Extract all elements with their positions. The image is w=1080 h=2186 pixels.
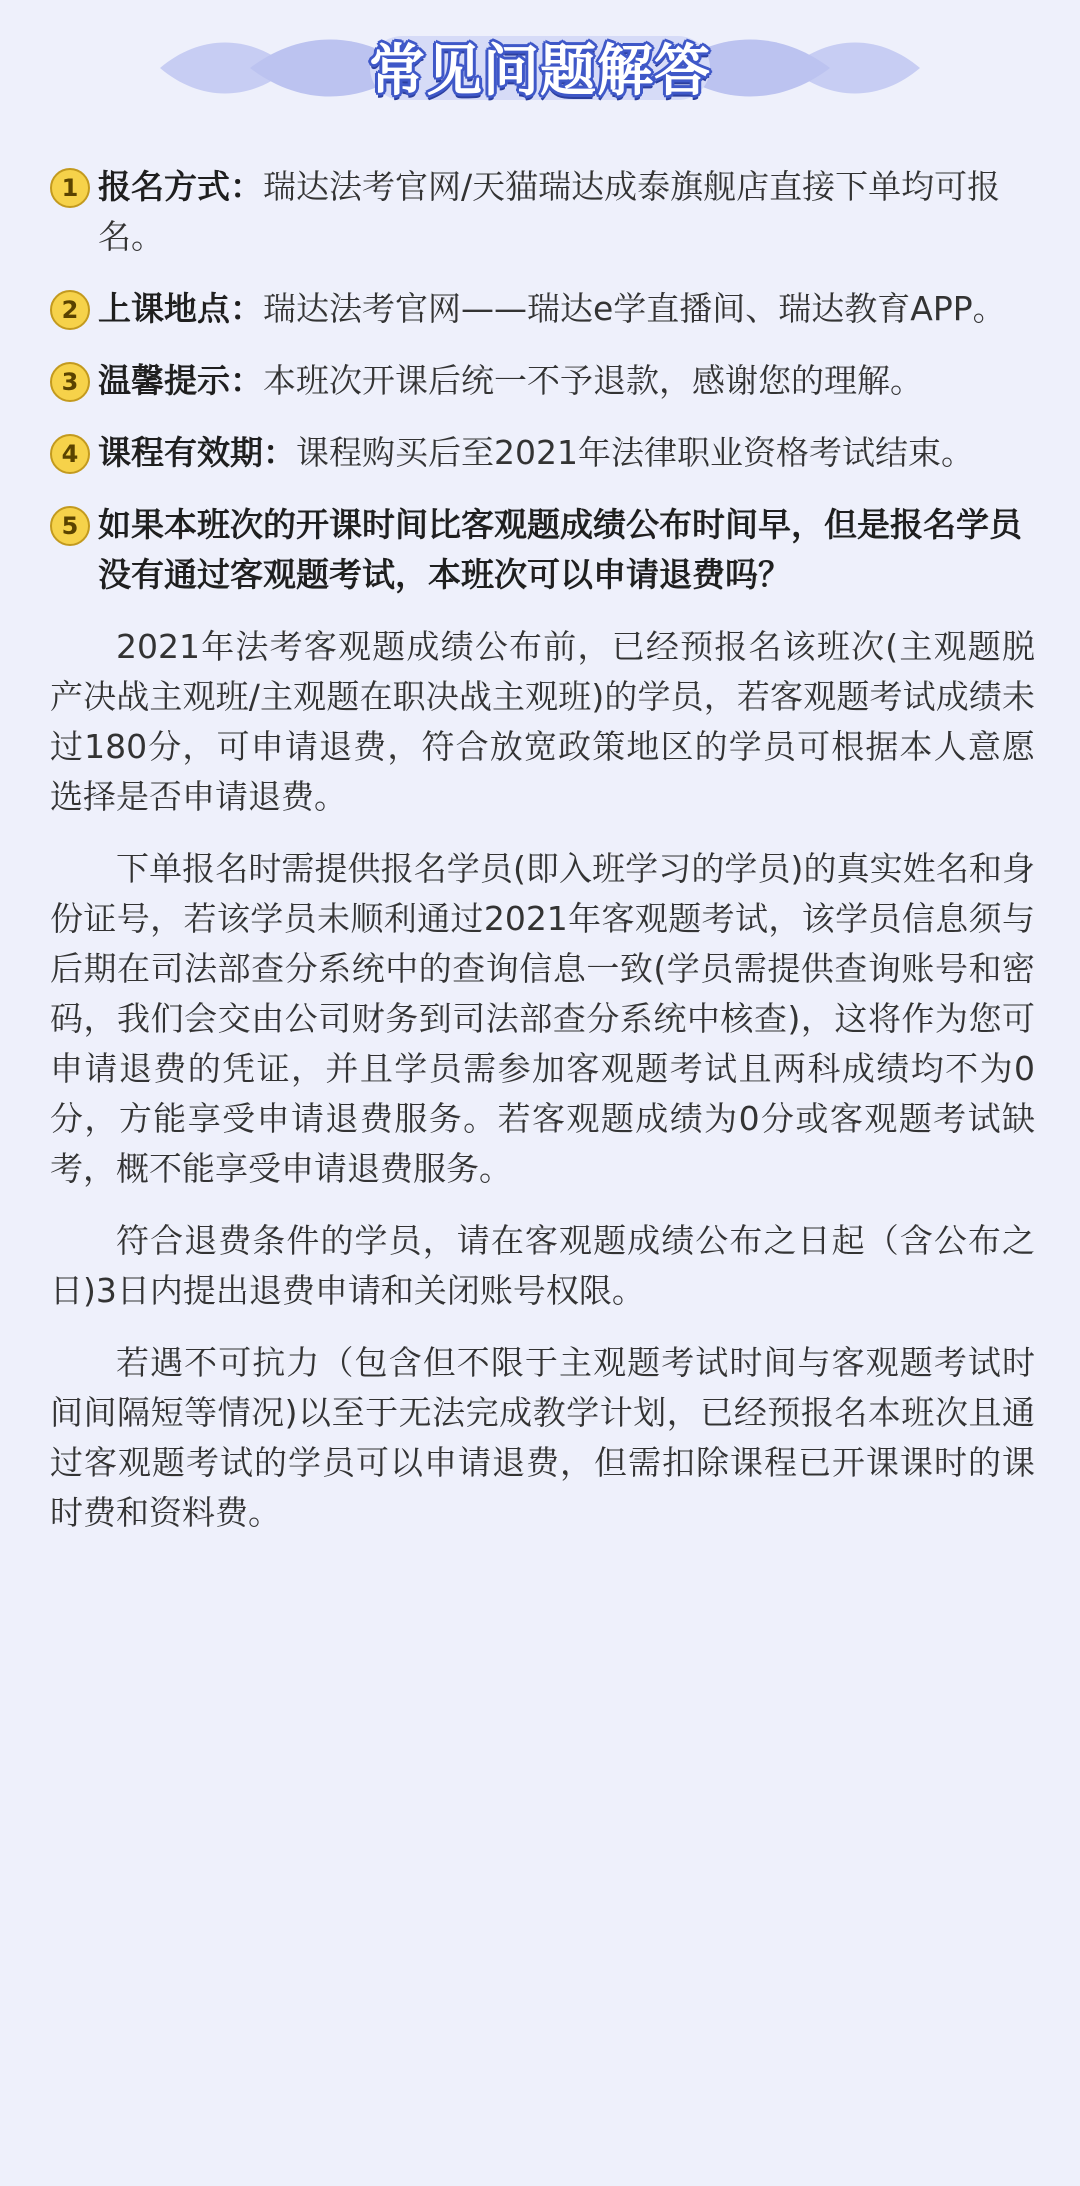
- number-badge-icon: 5: [50, 506, 90, 546]
- faq-value: 课程购买后至2021年法律职业资格考试结束。: [296, 433, 974, 472]
- faq-text: [98, 356, 1035, 406]
- faq-item-1: [50, 162, 1035, 262]
- answer-paragraph-4: 若遇不可抗力（包含但不限于主观题考试时间与客观题考试时间间隔短等情况)以至于无法完成教学计划，已经预报名本班次且通过客观题考试的学员可以申请退费，但需扣除课程已开课课时的课时费和资料费。: [50, 1343, 1035, 1532]
- faq-item-2: [50, 284, 1035, 334]
- answer-paragraph-1: 2021年法考客观题成绩公布前，已经预报名该班次(主观题脱产决战主观班/主观题在职决战主观班)的学员，若客观题考试成绩未过180分，可申请退费，符合放宽政策地区的学员可根据本人意愿选择是否申请退费。: [50, 627, 1035, 816]
- number-badge-icon: 3: [50, 362, 90, 402]
- faq-item-3: [50, 356, 1035, 406]
- faq-label: 温馨提示：: [98, 361, 263, 400]
- answer-paragraph-2: 下单报名时需提供报名学员(即入班学习的学员)的真实姓名和身份证号，若该学员未顺利通过2021年客观题考试，该学员信息须与后期在司法部查分系统中的查询信息一致(学员需提供查询账号和密码，我们会交由公司财务到司法部查分系统中核查)，这将作为您可申请退费的凭证，并且学员需参加客观题考试且两科成绩均不为0分，方能享受申请退费服务。若客观题成绩为0分或客观题考试缺考，概不能享受申请退费服务。: [50, 849, 1035, 1188]
- faq-value: 本班次开课后统一不予退款，感谢您的理解。: [263, 361, 923, 400]
- header-banner: [0, 24, 1080, 134]
- faq-content: [50, 162, 1035, 1560]
- faq-text: [98, 162, 1035, 262]
- faq-item-4: [50, 428, 1035, 478]
- number-badge-icon: 1: [50, 168, 90, 208]
- number-badge-icon: 4: [50, 434, 90, 474]
- faq-label: 课程有效期：: [98, 433, 296, 472]
- faq-text: [98, 428, 1035, 478]
- faq-question: 如果本班次的开课时间比客观题成绩公布时间早，但是报名学员没有通过客观题考试，本班次可以申请退费吗？: [98, 505, 1022, 594]
- faq-text: [98, 284, 1035, 334]
- faq-label: 上课地点：: [98, 289, 263, 328]
- number-badge-icon: 2: [50, 290, 90, 330]
- answer-paragraph-3: 符合退费条件的学员，请在客观题成绩公布之日起（含公布之日)3日内提出退费申请和关闭账号权限。: [50, 1221, 1035, 1310]
- page-title: 常见问题解答: [369, 39, 711, 104]
- faq-value: 瑞达法考官网——瑞达e学直播间、瑞达教育APP。: [263, 289, 1006, 328]
- faq-label: 报名方式：: [98, 167, 263, 206]
- faq-item-5: [50, 500, 1035, 600]
- faq-value: 瑞达法考官网/天猫瑞达成泰旗舰店直接下单均可报名。: [98, 167, 1001, 256]
